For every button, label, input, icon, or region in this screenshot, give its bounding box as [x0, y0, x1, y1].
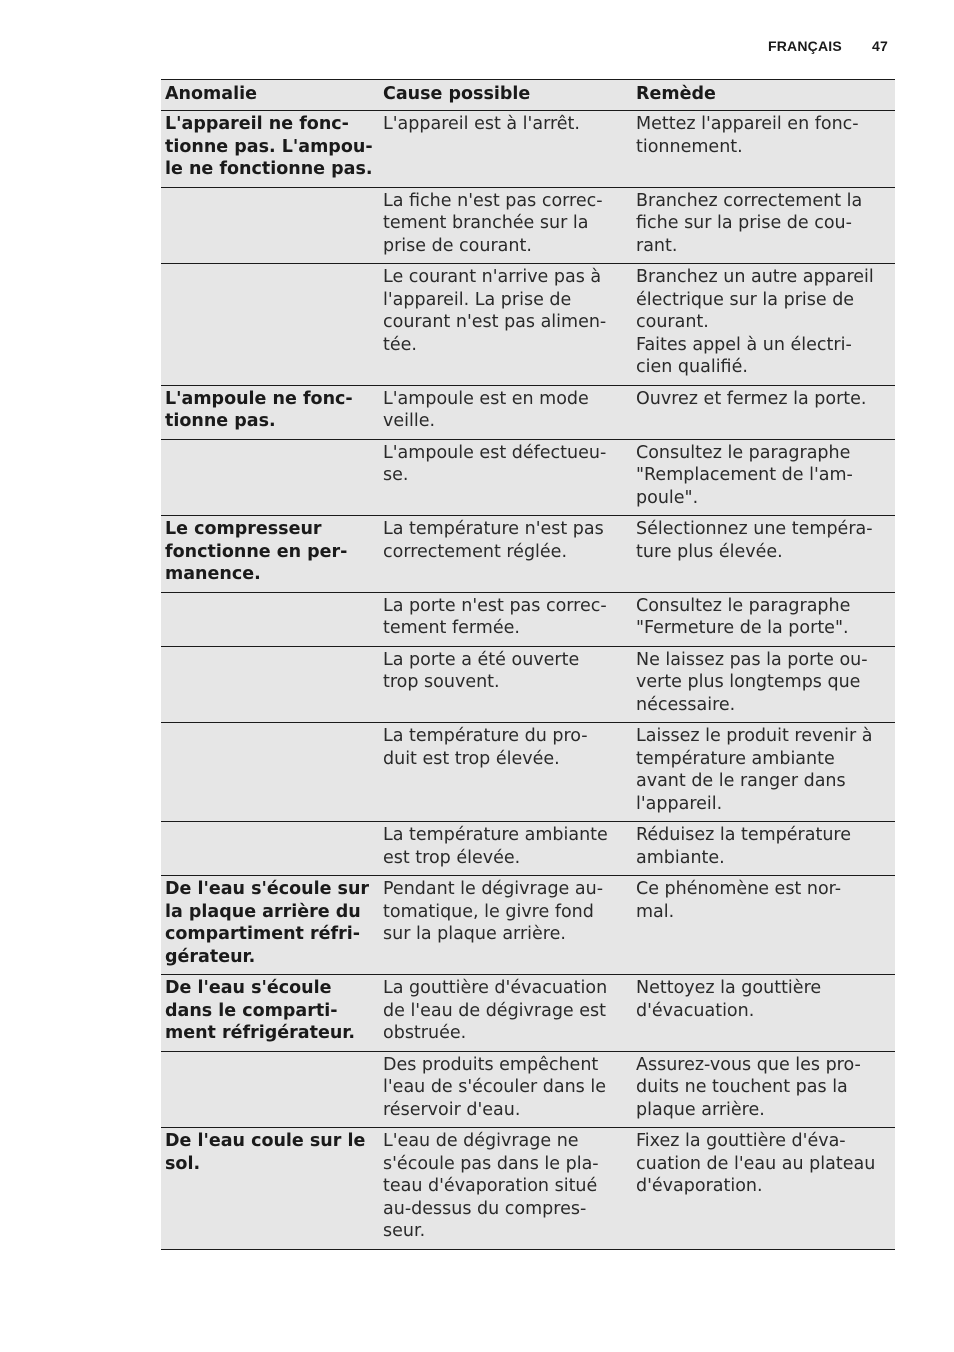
remede-cell: Mettez l'appareil en fonc- tionnement.: [632, 111, 895, 188]
cause-cell: L'appareil est à l'arrêt.: [379, 111, 632, 188]
cause-cell: L'eau de dégivrage ne s'écoule pas dans le pla- teau d'évaporation situé au-dessus du compres- seur.: [379, 1128, 632, 1250]
anomalie-cell: [161, 1051, 379, 1128]
anomalie-cell: De l'eau s'écoule dans le comparti- ment réfrigérateur.: [161, 975, 379, 1052]
remede-cell: Branchez correctement la fiche sur la prise de cou- rant.: [632, 187, 895, 264]
cause-cell: La température n'est pas correctement réglée.: [379, 516, 632, 593]
remede-cell: Consultez le paragraphe "Remplacement de l'am- poule".: [632, 439, 895, 516]
cause-cell: La température du pro- duit est trop élevée.: [379, 723, 632, 822]
anomalie-cell: [161, 439, 379, 516]
cause-cell: Des produits empêchent l'eau de s'écouler dans le réservoir d'eau.: [379, 1051, 632, 1128]
table-row: [161, 516, 895, 593]
anomalie-cell: [161, 723, 379, 822]
remede-cell: Nettoyez la gouttière d'évacuation.: [632, 975, 895, 1052]
remede-cell: Consultez le paragraphe "Fermeture de la porte".: [632, 592, 895, 646]
table-row: [161, 592, 895, 646]
table-row: [161, 1128, 895, 1250]
column-header-anomalie: Anomalie: [161, 80, 379, 111]
cause-cell: Le courant n'arrive pas à l'appareil. La prise de courant n'est pas alimen- tée.: [379, 264, 632, 386]
remede-cell: Réduisez la température ambiante.: [632, 822, 895, 876]
anomalie-cell: L'ampoule ne fonc- tionne pas.: [161, 385, 379, 439]
table-row: [161, 264, 895, 386]
cause-cell: L'ampoule est défectueu- se.: [379, 439, 632, 516]
troubleshooting-table: [161, 79, 895, 1250]
remede-cell: Fixez la gouttière d'éva- cuation de l'eau au plateau d'évaporation.: [632, 1128, 895, 1250]
cause-cell: La fiche n'est pas correc- tement branchée sur la prise de courant.: [379, 187, 632, 264]
table-row: [161, 1051, 895, 1128]
cause-cell: L'ampoule est en mode veille.: [379, 385, 632, 439]
anomalie-cell: [161, 187, 379, 264]
remede-cell: Branchez un autre appareil électrique sur la prise de courant. Faites appel à un électri- cien qualifié.: [632, 264, 895, 386]
anomalie-cell: De l'eau s'écoule sur la plaque arrière du compartiment réfri- gérateur.: [161, 876, 379, 975]
remede-cell: Ce phénomène est nor- mal.: [632, 876, 895, 975]
cause-cell: La porte n'est pas correc- tement fermée.: [379, 592, 632, 646]
cause-cell: La gouttière d'évacuation de l'eau de dégivrage est obstruée.: [379, 975, 632, 1052]
table-row: [161, 439, 895, 516]
table-row: [161, 646, 895, 723]
table-row: [161, 385, 895, 439]
anomalie-cell: L'appareil ne fonc- tionne pas. L'ampou- le ne fonctionne pas.: [161, 111, 379, 188]
table-row: [161, 187, 895, 264]
cause-cell: La température ambiante est trop élevée.: [379, 822, 632, 876]
anomalie-cell: [161, 264, 379, 386]
cause-cell: Pendant le dégivrage au- tomatique, le givre fond sur la plaque arrière.: [379, 876, 632, 975]
remede-cell: Laissez le produit revenir à température ambiante avant de le ranger dans l'appareil.: [632, 723, 895, 822]
table-row: [161, 111, 895, 188]
page-header: [768, 38, 888, 54]
remede-cell: Ne laissez pas la porte ou- verte plus longtemps que nécessaire.: [632, 646, 895, 723]
remede-cell: Ouvrez et fermez la porte.: [632, 385, 895, 439]
anomalie-cell: De l'eau coule sur le sol.: [161, 1128, 379, 1250]
language-label: FRANÇAIS: [767, 38, 842, 54]
anomalie-cell: Le compresseur fonctionne en per- manence.: [161, 516, 379, 593]
table-row: [161, 822, 895, 876]
cause-cell: La porte a été ouverte trop souvent.: [379, 646, 632, 723]
anomalie-cell: [161, 646, 379, 723]
table-row: [161, 723, 895, 822]
column-header-remede: Remède: [632, 80, 895, 111]
table-row: [161, 975, 895, 1052]
page-number: 47: [872, 38, 888, 54]
table-row: [161, 876, 895, 975]
table-header-row: [161, 80, 895, 111]
column-header-cause: Cause possible: [379, 80, 632, 111]
remede-cell: Assurez-vous que les pro- duits ne touchent pas la plaque arrière.: [632, 1051, 895, 1128]
remede-cell: Sélectionnez une tempéra- ture plus élevée.: [632, 516, 895, 593]
anomalie-cell: [161, 822, 379, 876]
anomalie-cell: [161, 592, 379, 646]
